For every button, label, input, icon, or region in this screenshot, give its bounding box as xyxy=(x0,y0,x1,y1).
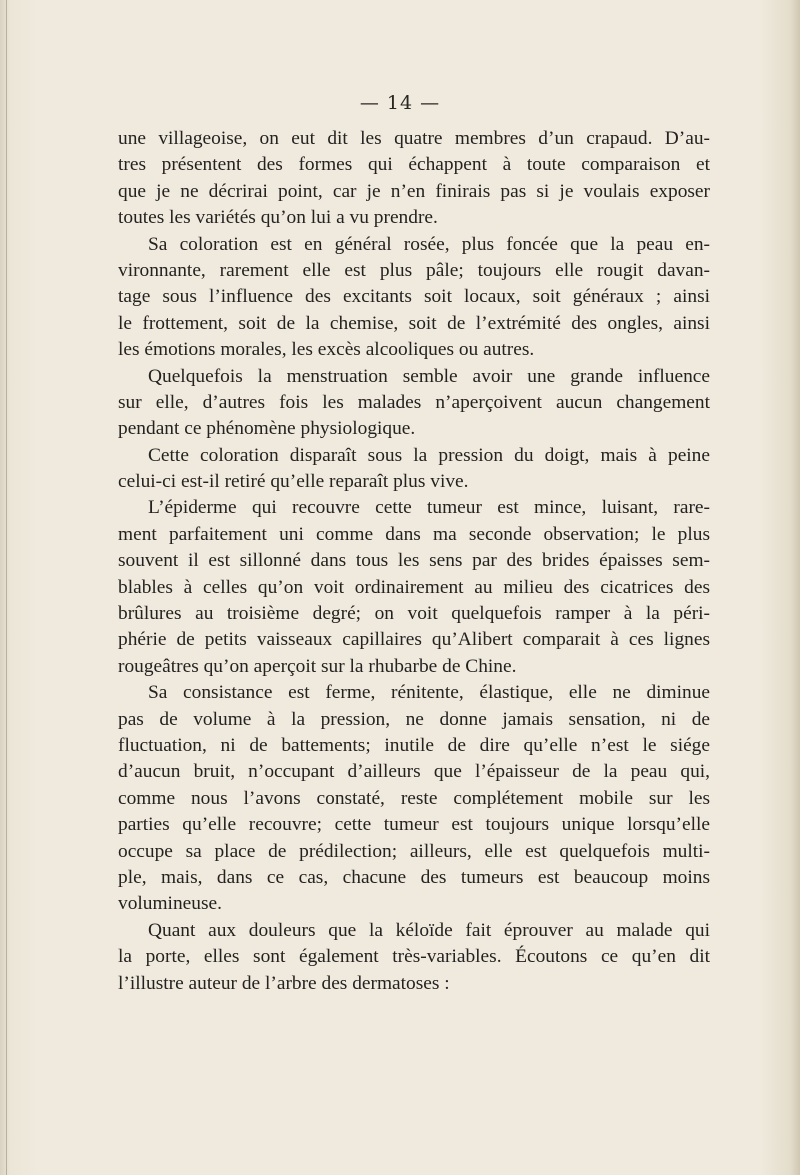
text-line: d’aucun bruit, n’occupant d’ailleurs que l’épaisseur de la peau qui, xyxy=(118,761,710,783)
text-line: vironnante, rarement elle est plus pâle; toujours elle rougit davan- xyxy=(118,259,710,281)
text-line: sur elle, d’autres fois les malades n’aperçoivent aucun changement xyxy=(118,391,710,413)
text-line: celui-ci est-il retiré qu’elle reparaît plus vive. xyxy=(118,471,469,493)
body-text xyxy=(118,126,710,997)
text-line: Quant aux douleurs que la kéloïde fait éprouver au malade qui xyxy=(148,919,710,941)
text-line: l’illustre auteur de l’arbre des dermatoses : xyxy=(118,972,450,994)
text-line: phérie de petits vaisseaux capillaires qu’Alibert comparait à ces lignes xyxy=(118,629,710,651)
text-line: ple, mais, dans ce cas, chacune des tumeurs est beaucoup moins xyxy=(118,866,710,888)
text-line: le frottement, soit de la chemise, soit de l’extrémité des ongles, ainsi xyxy=(118,312,710,334)
text-line: ment parfaitement uni comme dans ma seconde observation; le plus xyxy=(118,523,710,545)
text-line: Cette coloration disparaît sous la pression du doigt, mais à peine xyxy=(148,444,710,466)
text-line: L’épiderme qui recouvre cette tumeur est mince, luisant, rare- xyxy=(148,497,710,519)
text-line: une villageoise, on eut dit les quatre membres d’un crapaud. D’au- xyxy=(118,128,710,149)
text-line: comme nous l’avons constaté, reste complétement mobile sur les xyxy=(118,787,710,809)
text-line: Sa consistance est ferme, rénitente, élastique, elle ne diminue xyxy=(148,682,710,704)
text-line: tage sous l’influence des excitants soit locaux, soit généraux ; ainsi xyxy=(118,286,710,308)
text-line: blables à celles qu’on voit ordinairement au milieu des cicatrices des xyxy=(118,576,710,598)
text-line: Sa coloration est en général rosée, plus foncée que la peau en- xyxy=(148,233,710,255)
page-number: — 14 — xyxy=(359,92,441,114)
text-line: pas de volume à la pression, ne donne jamais sensation, ni de xyxy=(118,708,710,730)
text-line: brûlures au troisième degré; on voit quelquefois ramper à la péri- xyxy=(118,603,710,625)
text-line: les émotions morales, les excès alcooliques ou autres. xyxy=(118,339,535,361)
page-edge-line xyxy=(6,0,7,1175)
text-line: que je ne décrirai point, car je n’en finirais pas si je voulais exposer xyxy=(118,180,710,202)
text-line: la porte, elles sont également très-variables. Écoutons ce qu’en dit xyxy=(118,946,710,968)
text-line: souvent il est sillonné dans tous les sens par des brides épaisses sem- xyxy=(118,550,710,572)
text-line: occupe sa place de prédilection; ailleurs, elle est quelquefois multi- xyxy=(118,840,710,862)
text-line: volumineuse. xyxy=(118,893,222,915)
text-line: pendant ce phénomène physiologique. xyxy=(118,418,416,440)
text-line: Quelquefois la menstruation semble avoir une grande influence xyxy=(148,365,710,387)
text-line: toutes les variétés qu’on lui a vu prendre. xyxy=(118,207,438,229)
text-line: rougeâtres qu’on aperçoit sur la rhubarbe de Chine. xyxy=(118,655,517,677)
text-line: fluctuation, ni de battements; inutile de dire qu’elle n’est le siége xyxy=(118,734,710,756)
text-line: tres présentent des formes qui échappent à toute comparaison et xyxy=(118,154,710,176)
text-line: parties qu’elle recouvre; cette tumeur est toujours unique lorsqu’elle xyxy=(118,814,710,836)
